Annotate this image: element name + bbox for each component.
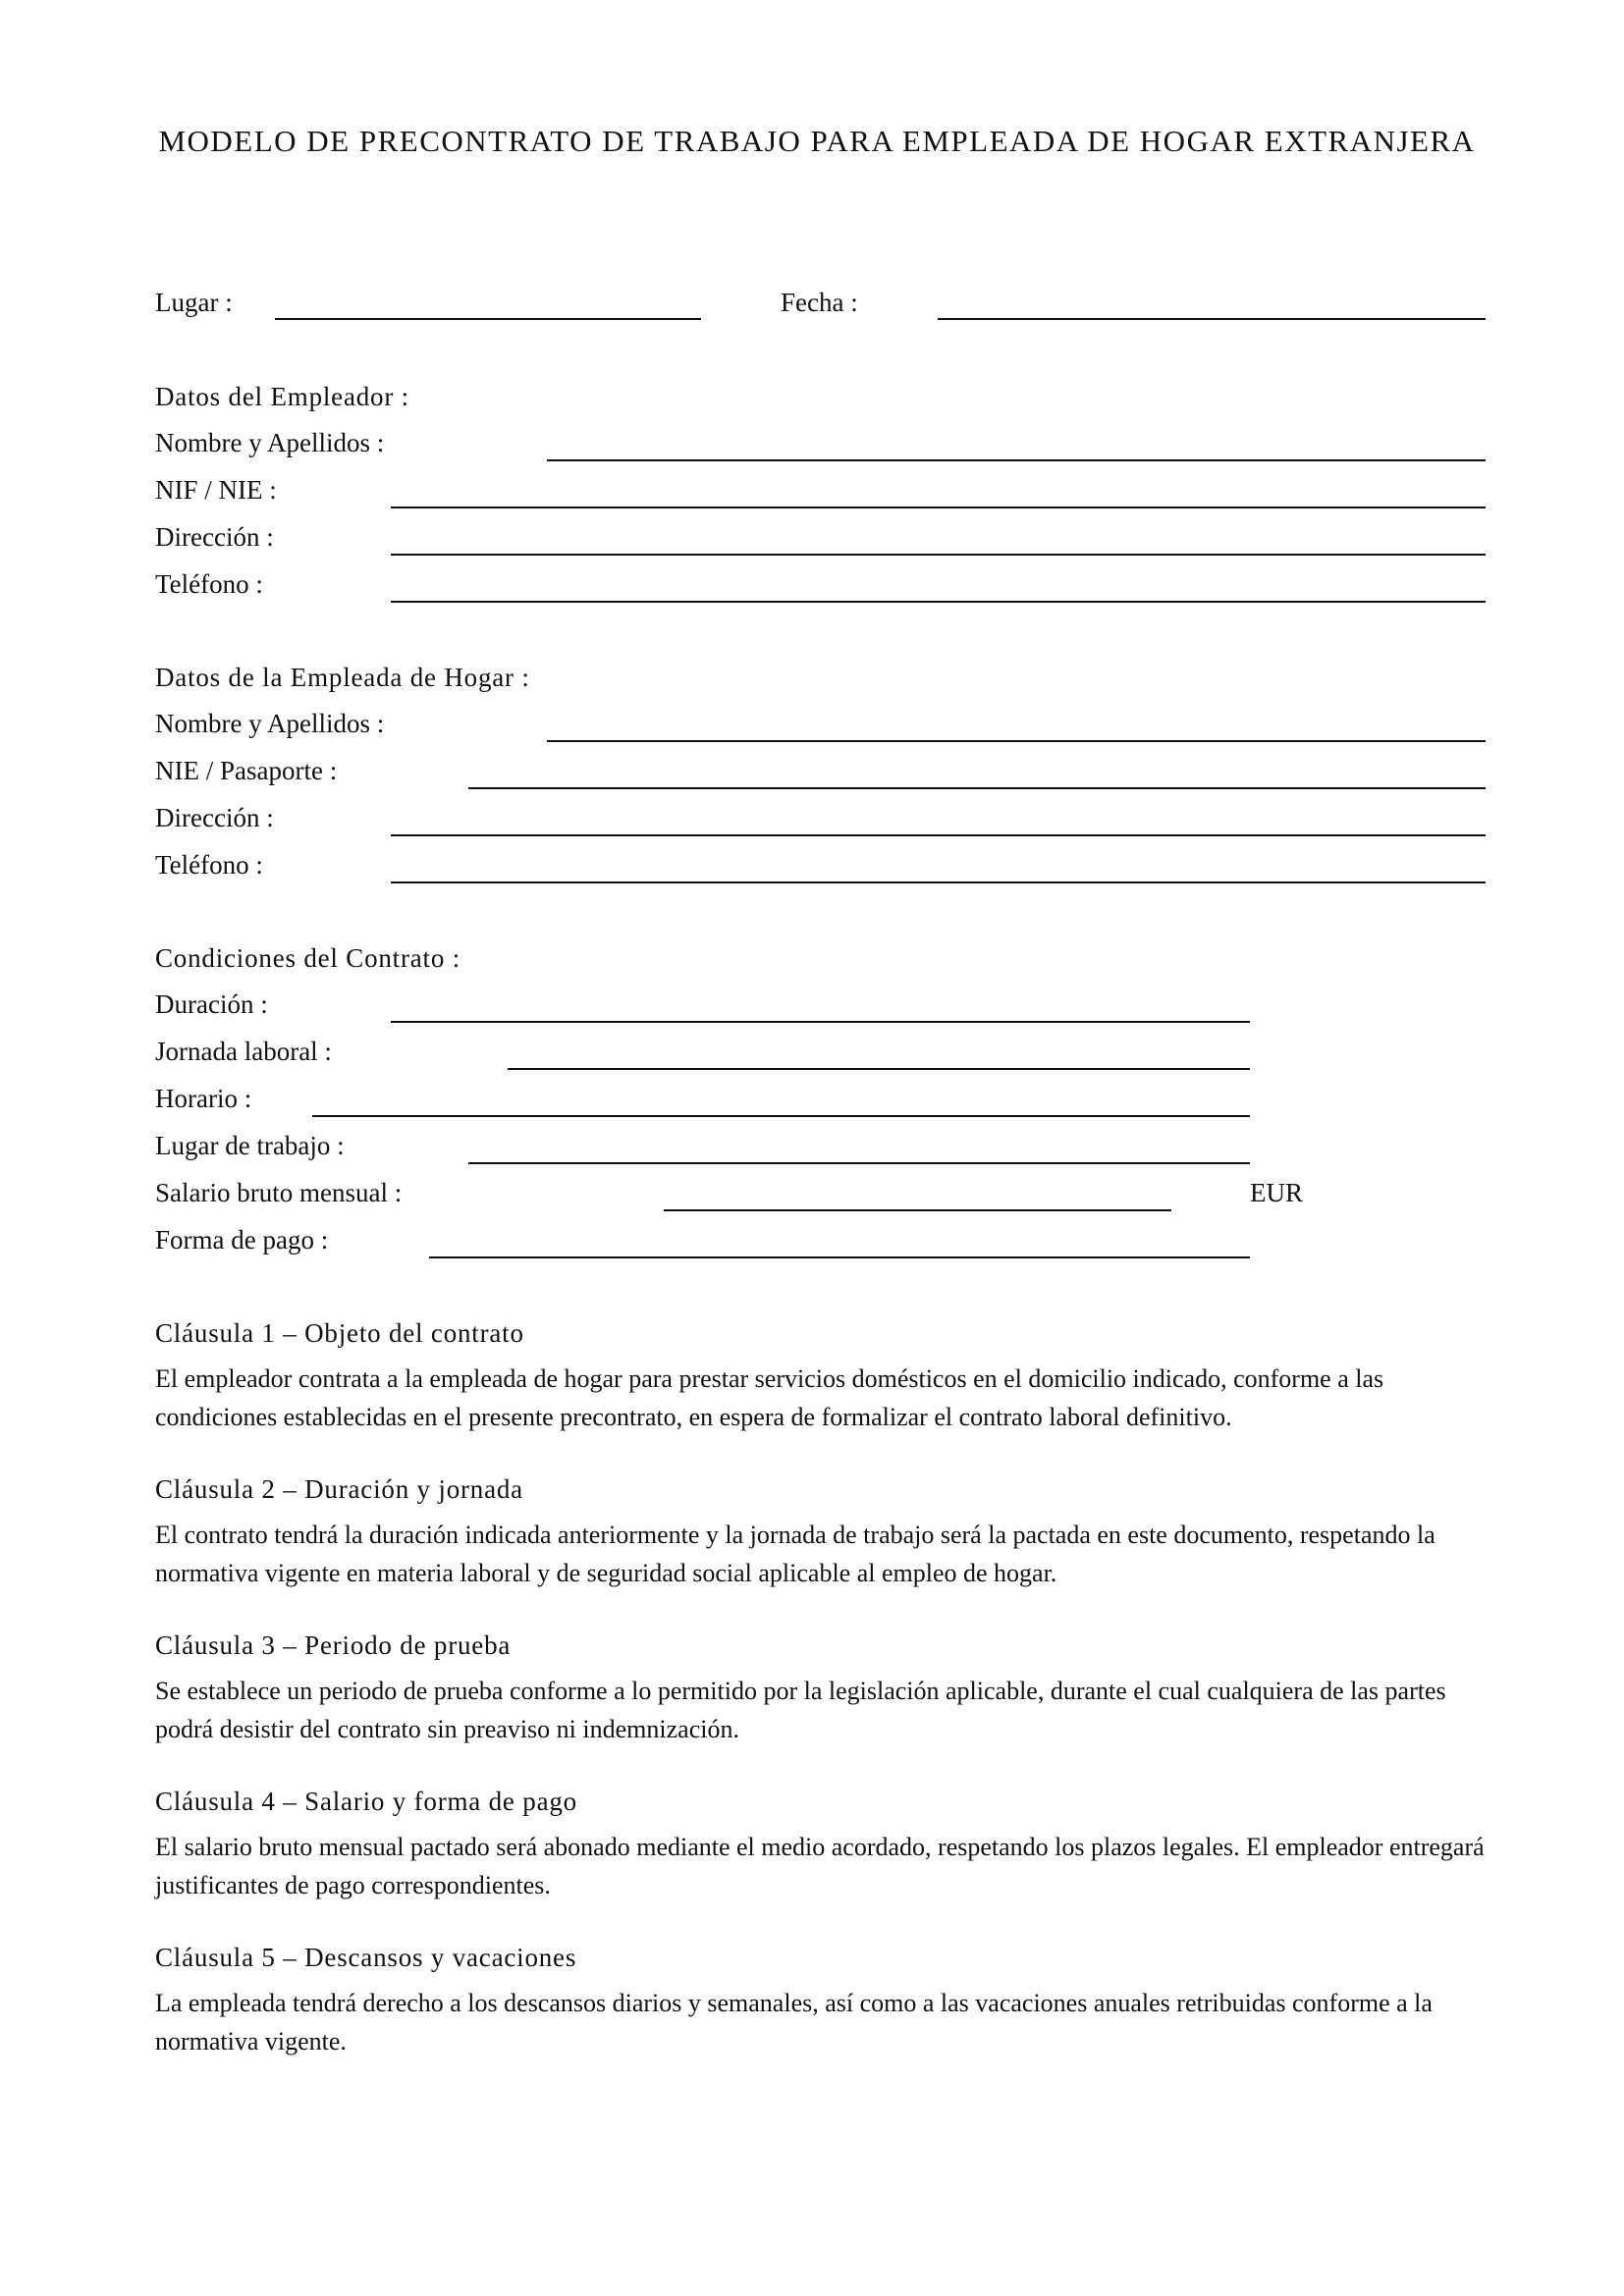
conditions-heading: Condiciones del Contrato : (155, 943, 461, 973)
employee-nie-label: NIE / Pasaporte : (155, 756, 338, 785)
fecha-label: Fecha : (781, 288, 858, 317)
employee-heading: Datos de la Empleada de Hogar : (155, 663, 530, 692)
currency-label: EUR (1250, 1178, 1303, 1207)
employer-heading: Datos del Empleador : (155, 382, 409, 411)
employer-telefono-blank-line[interactable] (391, 601, 1486, 603)
forma-pago-label: Forma de pago : (155, 1225, 329, 1255)
clause-4-text: El salario bruto mensual pactado será abonado mediante el medio acordado, respetando los plazos legales. El empleador entregará justificantes de pago correspondientes. (155, 1833, 1485, 1899)
employer-direccion-label: Dirección : (155, 522, 274, 552)
lugar-blank-line[interactable] (275, 318, 701, 320)
clause-2-title: Cláusula 2 – Duración y jornada (155, 1474, 523, 1504)
clause-2-text: El contrato tendrá la duración indicada anteriormente y la jornada de trabajo será la pactada en este documento, respetando la normativa vigente en materia laboral y de seguridad social aplicable al empleo de hogar. (155, 1521, 1435, 1587)
horario-blank-line[interactable] (312, 1115, 1250, 1117)
clause-5-text: La empleada tendrá derecho a los descansos diarios y semanales, así como a las vacaciones anuales retribuidas conforme a la normativa vigente. (155, 1989, 1433, 2056)
employee-direccion-blank-line[interactable] (391, 834, 1486, 836)
employer-nombre-blank-line[interactable] (547, 459, 1486, 461)
horario-label: Horario : (155, 1084, 252, 1113)
employee-nie-blank-line[interactable] (468, 787, 1486, 789)
jornada-blank-line[interactable] (508, 1068, 1250, 1070)
document-title: MODELO DE PRECONTRATO DE TRABAJO PARA EMPLEADA DE HOGAR EXTRANJERA (158, 124, 1476, 158)
employer-nombre-label: Nombre y Apellidos : (155, 428, 385, 457)
duracion-blank-line[interactable] (391, 1021, 1250, 1023)
clause-4-title: Cláusula 4 – Salario y forma de pago (155, 1787, 577, 1816)
clause-5-title: Cláusula 5 – Descansos y vacaciones (155, 1943, 577, 1972)
lugar-label: Lugar : (155, 288, 233, 317)
employee-telefono-label: Teléfono : (155, 850, 263, 880)
employee-nombre-blank-line[interactable] (547, 740, 1486, 742)
employer-nif-label: NIF / NIE : (155, 475, 277, 505)
jornada-label: Jornada laboral : (155, 1037, 332, 1066)
fecha-blank-line[interactable] (938, 318, 1486, 320)
employee-direccion-label: Dirección : (155, 803, 274, 832)
employee-telefono-blank-line[interactable] (391, 881, 1486, 883)
lugar-trabajo-label: Lugar de trabajo : (155, 1131, 345, 1160)
clause-3-title: Cláusula 3 – Periodo de prueba (155, 1630, 512, 1660)
clause-3-text: Se establece un periodo de prueba conforme a lo permitido por la legislación aplicable, durante el cual cualquiera de las partes podrá desistir del contrato sin preaviso ni indemnización. (155, 1677, 1446, 1743)
lugar-trabajo-blank-line[interactable] (468, 1162, 1250, 1164)
salario-blank-line[interactable] (664, 1209, 1171, 1211)
employer-nif-blank-line[interactable] (391, 507, 1486, 508)
employee-nombre-label: Nombre y Apellidos : (155, 709, 385, 738)
forma-pago-blank-line[interactable] (429, 1256, 1250, 1258)
clause-1-title: Cláusula 1 – Objeto del contrato (155, 1318, 524, 1348)
salario-label: Salario bruto mensual : (155, 1178, 403, 1207)
employer-telefono-label: Teléfono : (155, 569, 263, 599)
duracion-label: Duración : (155, 989, 268, 1019)
employer-direccion-blank-line[interactable] (391, 554, 1486, 556)
clause-1-text: El empleador contrata a la empleada de hogar para prestar servicios domésticos en el domicilio indicado, conforme a las condiciones establecidas en el presente precontrato, en espera de formalizar el contrato laboral definitivo. (155, 1364, 1384, 1431)
